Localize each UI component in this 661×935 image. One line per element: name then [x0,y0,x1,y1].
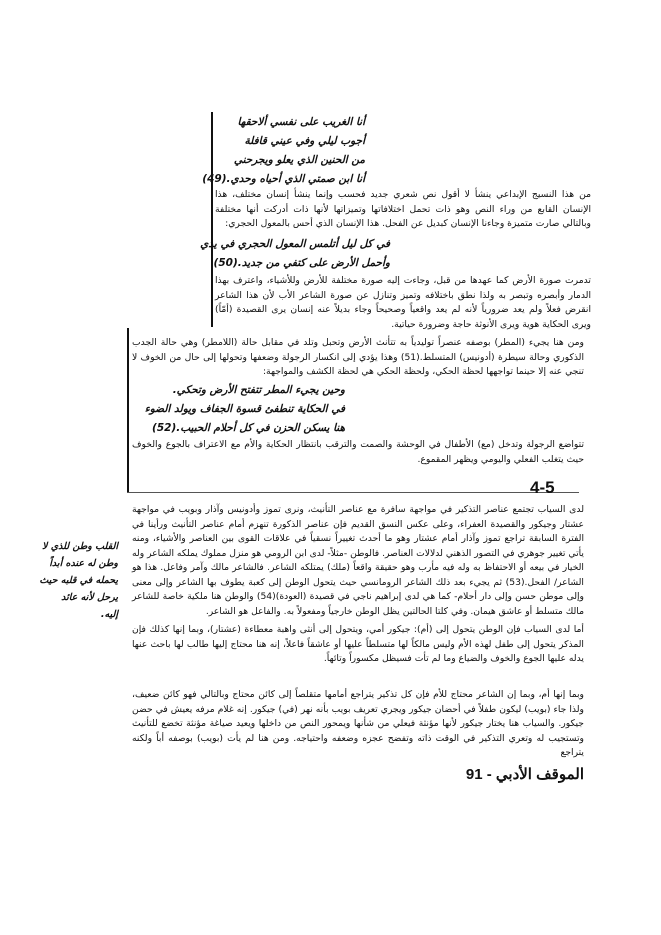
verse-line: هنا يسكن الحزن في كل أحلام الحبيب.(52) [152,422,345,434]
verse-line: وحين يجيء المطر تتفتح الأرض وتحكي. [172,384,345,396]
verse-line: وأحمل الأرض على كتفي من جديد.(50) [213,257,390,269]
verse-line: أنا ابن صمتي الذي أحياه وحدي.(49) [202,173,365,185]
paragraph: لدى السياب تجتمع عناصر التذكير في مواجهة سافرة مع عناصر التأنيث، ونرى تموز وأدونيس وآذار وبويب في مواجهة عشتار وجيكور والقصيدة العفراء، وعلى عكس النسق القديم فإن عناصر الذكورة تنهزم أمام عناصر التأنيث ورأينا في الفترة السابقة تراجع تموز وآذار أمام عشتار وهو ما أحدث تغييراً نسقياً في علاقات القوى بين العناصر والأشياء، ومنه يأتي تغيير جوهري في التصور الذهني لدلالات العناصر. فالوطن -مثلاً- لدى ابن الرومي هو منزل مملوك يملكه الشاعر وله الخيار في بيعه أو الاحتفاظ به وله فيه مأرب وهو حقيقة واقعاً (ملك) يمتلكه الشاعر. فالشاعر مالك وآمر وفاعل. هذا هو الشاعر/ الفحل.(53) ثم يجيء بعد ذلك الشاعر الرومانسي حيث يتحول الوطن إلى كعبة يطوف بها الشاعر وإلى معنى وإلى موطن حسن وإلى دار أحلام- كما هي لدى إبراهيم ناجي في قصيدة (العودة)(54) والوطن هنا ملكية خاصة للشاعر مالك متسلط أو عاشق هيمان. وفي كلتا الحالتين يظل الوطن خارجياً ومفعولاً به. والفاعل هو الشاعر. [132,504,584,617]
poem-excerpt-middle [200,235,390,273]
verse-line: في الحكاية تنطفئ قسوة الجفاف ويولد الضوء [144,403,345,415]
paragraph: من هذا النسيج الإبداعي ينشأ لا أقول نص شعري جديد فحسب وإنما ينشأ إنسان مختلف، هذا الإنسان القابع من وراء النص وهو ذات تحمل اختلافاتها وتميزاتها لأنها ذات أدركت أنها مختلفة وبالتالي صارت متميزة وجاءنا الإنسان كبديل عن الفحل. هذا الإنسان الذي أحس بالمعول الحجري: [215,189,591,229]
margin-quote: القلب وطن للذي لا وطن له عنده أبداً يحمله في قلبه حيث يرحل لأنه عائد إليه. [39,541,118,620]
margin-rule-top [211,112,213,327]
section-divider [127,492,579,493]
verse-line: أنا الغريب على نفسي ألاحقها [237,116,365,128]
paragraph: ومن هنا يجيء (المطر) بوصفه عنصراً توليدياً به تتأنث الأرض وتحبل وتلد في مقابل حالة (اللامطر) وهي حالة الجدب الذكوري وحالة سيطرة (أدونيس) المتسلط.(51) وهذا يؤدي إلى انكسار الرجولة وضعفها وتحولها إلى حال من الخوف لا تنجي عنه إلا حينما تواجهها لحظة الحكي، ولحظة الحكي هي لحظة الكشف والمواجهة: [132,337,585,377]
verse-line: من الحنين الذي يعلو ويجرحني [233,154,365,166]
paragraph: أما لدى السياب فإن الوطن يتحول إلى (أم): جيكور أمي، ويتحول إلى أنثى واهبة معطاءة (عشتار)، وبما إنها كذلك فإن المذكر يتحول إلى طفل لهذه الأم وليس مالكاً لها متسلطاً عليها أو عاشقاً فاعلاً، إنه هنا محتاج إليها طالب لها باحث عنها يدله عليها الجوع والخوف والضياع وما لم تأت فسيظل مكسوراً وتائهاً. [132,624,584,664]
paragraph: تتواضع الرجولة وتدخل (مع) الأطفال في الوحشة والصمت والترقب بانتظار الحكاية والأم مع الاعتراف بالجوع والخوف حيث يتغلب الفعلي واليومي ويظهر المقموع. [132,439,584,465]
poem-excerpt-top [202,113,365,189]
paragraph: تدمرت صورة الأرض كما عهدها من قبل، وجاءت إليه صورة مختلفة للأرض وللأشياء، واعترف بهذا الدمار وأبصره وتبصر به ولذا نطق باختلافه وتميز وتنازل عن صورة الشاعر الأب لأن هذا الشاعر انقرض فعلاً ولم يعد ضرورياً لأنه لم يعد واقعياً وصحيحاً وجاء بديلاً عنه إنسان يرى القصيدة (أمّاً) ويرى الحكاية هوية ويرى الأنوثة حاجة وضرورة حياتية. [215,275,591,330]
section-heading: 4-5 [530,478,555,497]
verse-line: في كل ليل أتلمس المعول الحجري في يدي [200,238,390,250]
page-footer: الموقف الأدبي - 91 [465,766,584,783]
paragraph: وبما إنها أم، وبما إن الشاعر محتاج للأم فإن كل تذكير يتراجع أمامها متقلصاً إلى كائن محتاج وبالتالي فهو كائن ضعيف، ولذا جاء (بويب) ليكون طفلاً في أحضان جيكور ويجري تعريف بويب بأنه نهر (في) جيكور. إنه غلام مرفه يعيش في حضن جيكور. والسياب هنا يختار جيكور لأنها مؤنثة فيعلي من شأنها ويمحور النص من داخلها ويعيد صياغة مؤنثة تخضع للتأنيث وتستجيب له وتعري التذكير في الوقت ذاته وتفضح عجزه وضعفه واحتياجه. ومن هنا لم يأت (بويب) بوصفه أباً ولكنه يتراجع [132,689,584,758]
margin-rule-middle [127,328,129,493]
verse-line: أجوب ليلي وفي عيني قافلة [244,135,365,147]
poem-excerpt-low [132,381,345,438]
